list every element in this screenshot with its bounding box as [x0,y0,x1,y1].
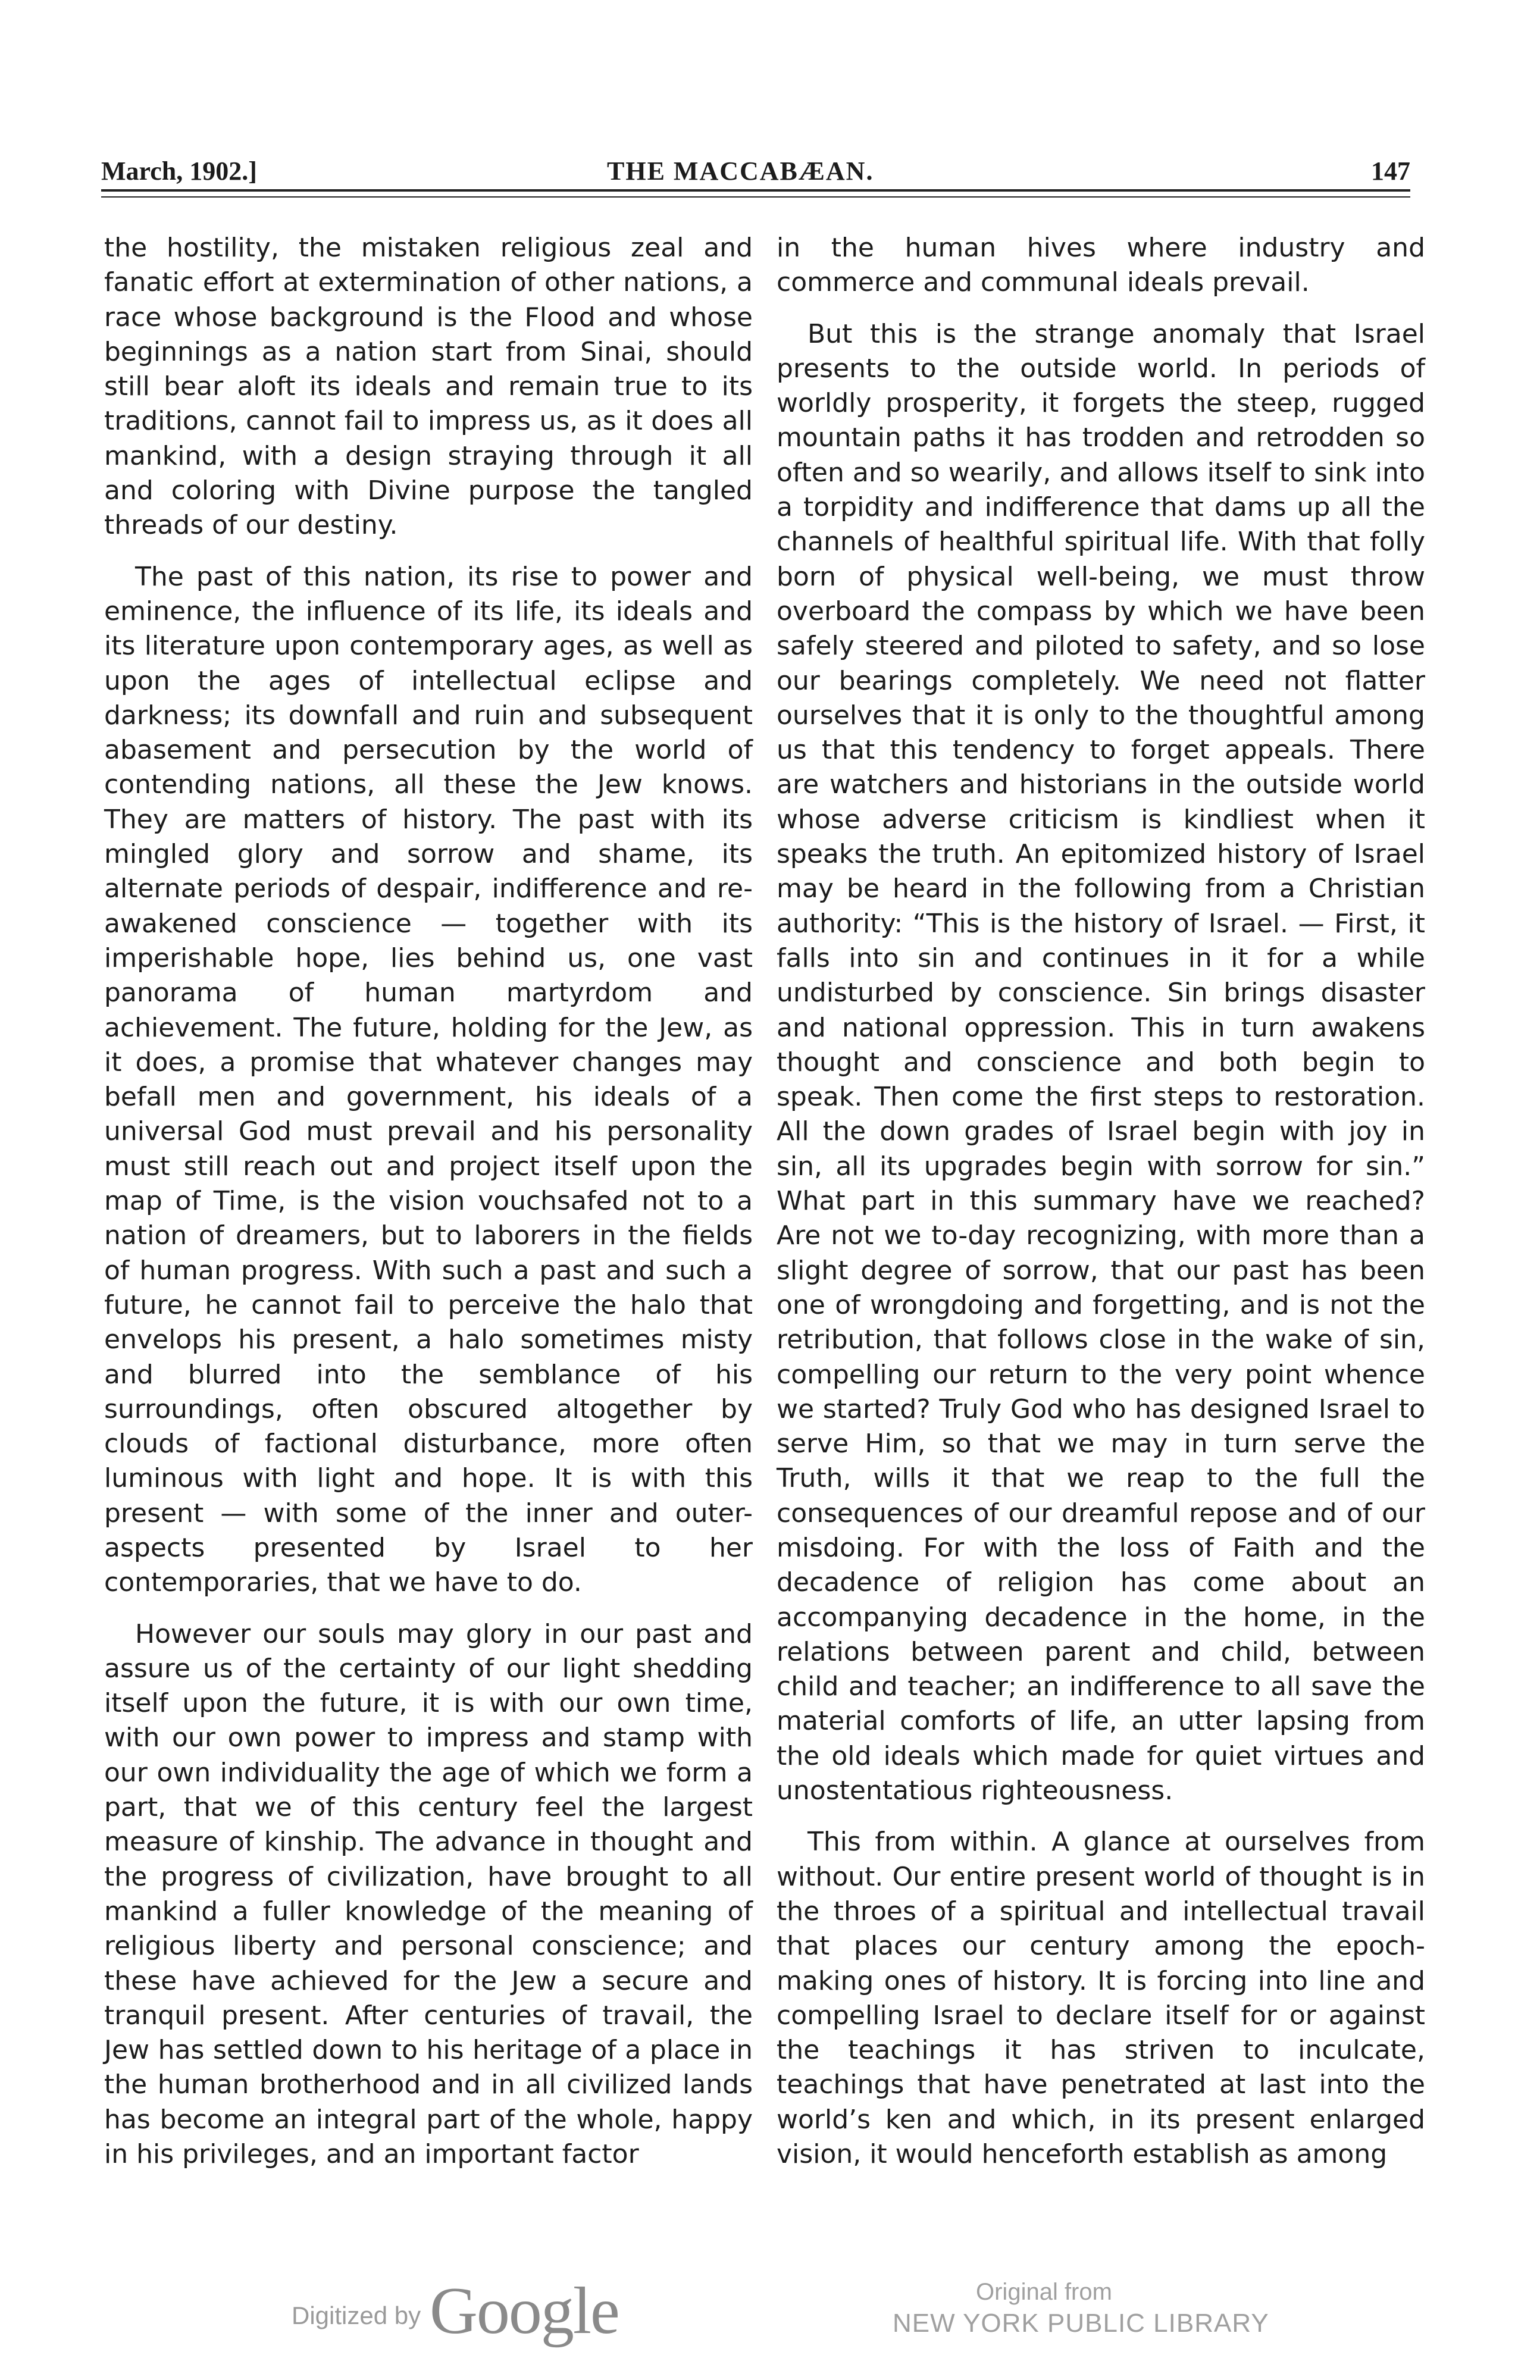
google-logo: Google [430,2274,619,2348]
header-date: March, 1902.] [101,156,257,186]
digitized-label: Digitized by [292,2301,421,2329]
digitization-footer [0,2273,1540,2348]
header-rule-lower [101,196,1410,198]
original-from-label: Original from [976,2279,1112,2305]
header-rule-upper [101,189,1410,192]
header-title: THE MACCABÆAN. [607,156,874,186]
paragraph: The past of this nation, its rise to power and eminence, the influence of its life, its ideals and its literature upon contemporary ages, as well as upon the ages of intellectual eclipse and darkness; its downfall and ruin and subsequent abasement and persecution by the world of contending nations, all these the Jew knows. They are matters of history. The past with its mingled glory and sorrow and shame, its alternate periods of despair, indifference and re-awakened conscience — together with its imperishable hope, lies behind us, one vast panorama of human martyrdom and achievement. The future, holding for the Jew, as it does, a promise that whatever changes may befall men and government, his ideals of a universal God must prevail and his personality must still reach out and project itself upon the map of Time, is the vision vouchsafed not to a nation of dreamers, but to laborers in the fields of human progress. With such a past and such a future, he cannot fail to perceive the halo that envelops his present, a halo sometimes misty and blurred into the semblance of his surroundings, often obscured altogether by clouds of factional disturbance, more often luminous with light and hope. It is with this present — with some of the inner and outer-aspects presented by Israel to her contemporaries, that we have to do. [104,561,753,1598]
left-column [104,231,753,2188]
paragraph: But this is the strange anomaly that Israel presents to the outside world. In periods of worldly prosperity, it forgets the steep, rugged mountain paths it has trodden and retrodden so often and so wearily, and allows itself to sink into a torpidity and indifference that dams up all the channels of healthful spiritual life. With that folly born of physical well-being, we must throw overboard the compass by which we have been safely steered and piloted to safety, and so lose our bearings completely. We need not flatter ourselves that it is only to the thoughtful among us that this tendency to forget appeals. There are watchers and historians in the outside world whose adverse criticism is kindliest when it speaks the truth. An epitomized history of Israel may be heard in the following from a Christian authority: “This is the history of Israel. — First, it falls into sin and continues in it for a while undisturbed by conscience. Sin brings disaster and national oppression. This in turn awakens thought and conscience and both begin to speak. Then come the first steps to restoration. All the down grades of Israel begin with joy in sin, all its upgrades begin with sorrow for sin.” What part in this summary have we reached? Are not we to-day recognizing, with more than a slight degree of sorrow, that our past has been one of wrongdoing and forgetting, and is not the retribution, that follows close in the wake of sin, compelling our return to the very point whence we started? Truly God who has designed Israel to serve Him, so that we may in turn serve the Truth, wills it that we reap to the full the consequences of our dreamful repose and of our misdoing. For with the loss of Faith and the decadence of religion has come about an accompanying decadence in the home, in the relations between parent and child, between child and teacher; an indifference to all save the material comforts of life, an utter lapsing from the old ideals which made for quiet virtues and unostentatious righteousness. [777,318,1425,1806]
library-name: NEW YORK PUBLIC LIBRARY [893,2309,1269,2338]
right-column [777,231,1425,2188]
page-number: 147 [1371,156,1410,186]
paragraph: the hostility, the mistaken religious zeal and fanatic effort at extermination of other nations, a race whose background is the Flood and whose beginnings as a nation start from Sinai, should still bear aloft its ideals and remain true to its traditions, cannot fail to impress us, as it does all mankind, with a design straying through it all and coloring with Divine purpose the tangled threads of our destiny. [104,233,753,541]
paragraph: However our souls may glory in our past and assure us of the certainty of our light shedding itself upon the future, it is with our own time, with our own power to impress and stamp with our own individuality the age of which we form a part, that we of this century feel the largest measure of kinship. The advance in thought and the progress of civilization, have brought to all mankind a fuller knowledge of the meaning of religious liberty and personal conscience; and these have achieved for the Jew a secure and tranquil present. After centuries of travail, the Jew has settled down to his heritage of a place in the human brotherhood and in all civilized lands has become an integral part of the whole, happy in his privileges, and an important factor [104,1618,753,2170]
paragraph: in the human hives where industry and commerce and communal ideals prevail. [777,233,1425,298]
paragraph: This from within. A glance at ourselves from without. Our entire present world of thought is in the throes of a spiritual and intellectual travail that places our century among the epoch-making ones of history. It is forcing into line and compelling Israel to declare itself for or against the teachings it has striven to inculcate, teachings that have penetrated at last into the world’s ken and which, in its present enlarged vision, it would henceforth establish as among [777,1827,1425,2170]
